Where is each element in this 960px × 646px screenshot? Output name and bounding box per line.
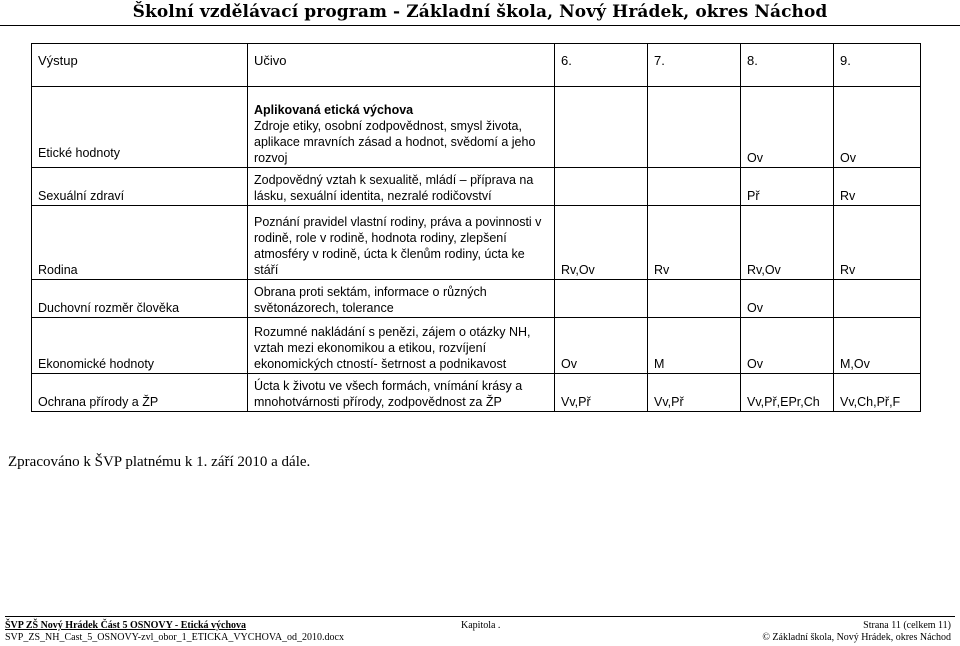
row-grade-7: Rv <box>648 206 741 280</box>
table-row <box>32 280 921 318</box>
row-content <box>248 318 555 374</box>
row-content-text: Rozumné nakládání s penězi, zájem o otázky NH, vztah mezi ekonomikou a etikou, rozvíjení ekonomických ctností- šetrnost a podnikavost <box>254 325 531 371</box>
row-grade-9: Vv,Ch,Př,F <box>834 374 921 412</box>
table-row <box>32 318 921 374</box>
footer-file-name: SVP_ZS_NH_Cast_5_OSNOVY-zvl_obor_1_ETICKA_VYCHOVA_od_2010.docx <box>5 632 344 643</box>
row-grade-9: M,Ov <box>834 318 921 374</box>
header-grade-8: 8. <box>741 44 834 87</box>
row-grade-7 <box>648 168 741 206</box>
row-grade-8: Rv,Ov <box>741 206 834 280</box>
footer-divider <box>5 616 955 617</box>
row-grade-9 <box>834 280 921 318</box>
curriculum-table <box>31 43 921 412</box>
row-grade-9: Ov <box>834 87 921 168</box>
footer-document-title: ŠVP ZŠ Nový Hrádek Část 5 OSNOVY - Etická výchova <box>5 620 247 631</box>
row-grade-6 <box>555 280 648 318</box>
table-row <box>32 374 921 412</box>
row-subject: Sexuální zdraví <box>32 168 248 206</box>
document-header-title: Školní vzdělávací program - Základní škola, Nový Hrádek, okres Náchod <box>132 2 828 22</box>
row-grade-8: Vv,Př,EPr,Ch <box>741 374 834 412</box>
footer-page-number: Strana 11 (celkem 11) <box>863 620 951 631</box>
row-content-text: Úcta k životu ve všech formách, vnímání krásy a mnohotvárnosti přírody, zodpovědnost za ŽP <box>254 379 523 409</box>
row-subject: Ekonomické hodnoty <box>32 318 248 374</box>
row-content-heading: Aplikovaná etická výchova <box>254 103 414 117</box>
row-grade-9: Rv <box>834 206 921 280</box>
row-grade-7 <box>648 280 741 318</box>
row-content <box>248 168 555 206</box>
footer-chapter: Kapitola . <box>461 620 501 631</box>
row-grade-7: Vv,Př <box>648 374 741 412</box>
header-divider <box>0 25 960 26</box>
row-grade-6 <box>555 168 648 206</box>
row-grade-6 <box>555 87 648 168</box>
footer-copyright: © Základní škola, Nový Hrádek, okres Náchod <box>762 632 951 643</box>
row-content <box>248 280 555 318</box>
table-row <box>32 206 921 280</box>
table-row <box>32 168 921 206</box>
row-grade-8: Ov <box>741 87 834 168</box>
row-subject: Duchovní rozměr člověka <box>32 280 248 318</box>
row-grade-7 <box>648 87 741 168</box>
header-grade-7: 7. <box>648 44 741 87</box>
row-content-text: Poznání pravidel vlastní rodiny, práva a povinnosti v rodině, role v rodině, hodnota rodiny, zlepšení atmosféry v rodině, úcta k členům rodiny, úcta ke stáří <box>254 215 542 277</box>
header-ucivo: Učivo <box>248 44 555 87</box>
row-subject: Etické hodnoty <box>32 87 248 168</box>
row-content <box>248 87 555 168</box>
header-grade-9: 9. <box>834 44 921 87</box>
row-grade-8: Př <box>741 168 834 206</box>
validity-note: Zpracováno k ŠVP platnému k 1. září 2010 a dále. <box>8 454 311 470</box>
row-grade-7: M <box>648 318 741 374</box>
row-content-text: Obrana proti sektám, informace o různých světonázorech, tolerance <box>254 285 487 315</box>
row-grade-9: Rv <box>834 168 921 206</box>
row-content <box>248 374 555 412</box>
row-content <box>248 206 555 280</box>
footer-left <box>5 620 344 644</box>
row-grade-6: Ov <box>555 318 648 374</box>
row-subject: Rodina <box>32 206 248 280</box>
footer-right <box>762 620 951 644</box>
row-grade-6: Rv,Ov <box>555 206 648 280</box>
header-vystup: Výstup <box>32 44 248 87</box>
row-grade-8: Ov <box>741 318 834 374</box>
header-grade-6: 6. <box>555 44 648 87</box>
table-row <box>32 87 921 168</box>
row-content-text: Zodpovědný vztah k sexualitě, mládí – příprava na lásku, sexuální identita, nezralé rodičovství <box>254 173 534 203</box>
row-grade-8: Ov <box>741 280 834 318</box>
row-subject: Ochrana přírody a ŽP <box>32 374 248 412</box>
row-content-text: Zdroje etiky, osobní zodpovědnost, smysl života, aplikace mravních zásad a hodnot, svědomí a jeho rozvoj <box>254 119 536 165</box>
table-header-row <box>32 44 921 87</box>
row-grade-6: Vv,Př <box>555 374 648 412</box>
